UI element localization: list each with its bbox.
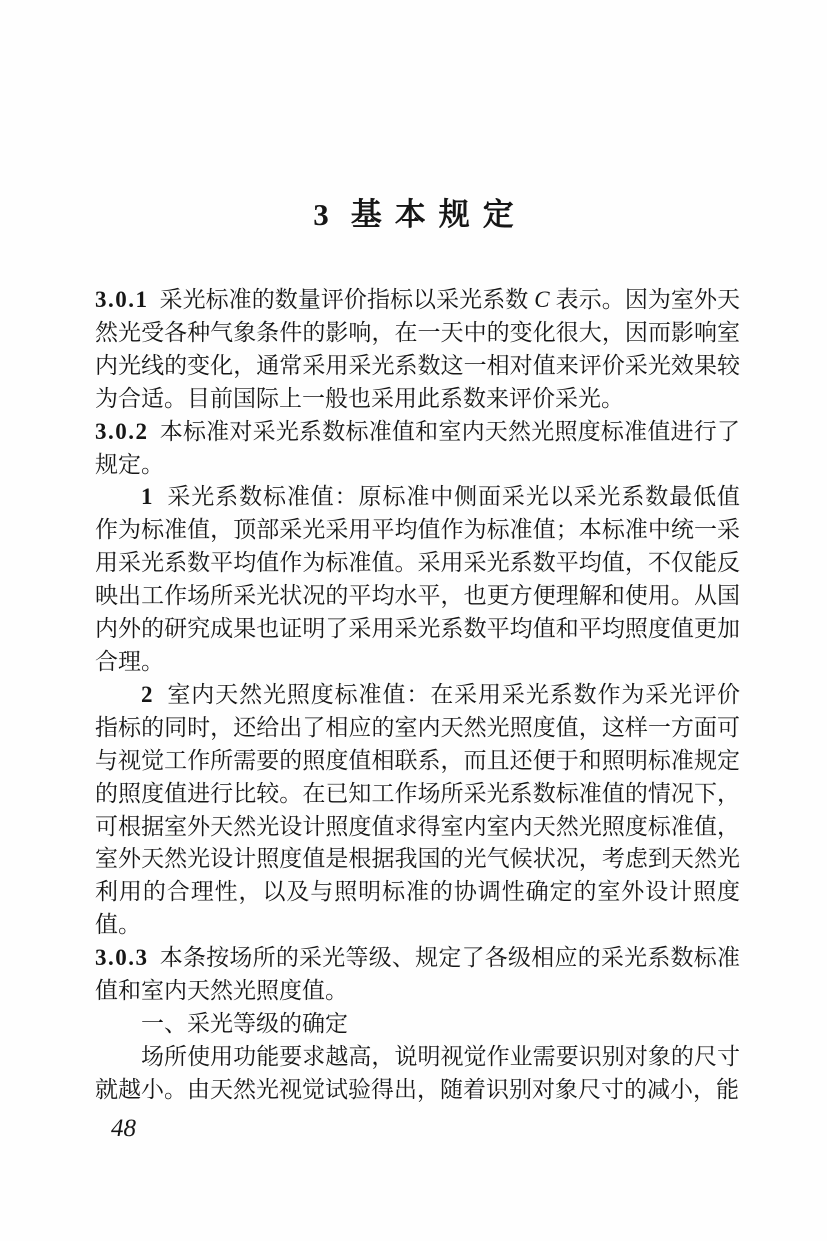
clause-text: 本条按场所的采光等级、规定了各级相应的采光系数标准值和室内天然光照度值。 [95, 945, 740, 1004]
clause-number: 3.0.1 [95, 287, 149, 312]
chapter-title-text: 基本规定 [350, 197, 527, 232]
sub-item-text: 采光系数标准值：原标准中侧面采光以采光系数最低值作为标准值，顶部采光采用平均值作为标准值；本标准中统一采用采光系数平均值作为标准值。采用采光系数平均值，不仅能反映出工作场所采光状况的平均水平，也更方便理解和使用。从国内外的研究成果也证明了采用采光系数平均值和平均照度值更加合理。 [95, 484, 740, 674]
page-number: 48 [111, 1115, 136, 1142]
clause-number: 3.0.2 [95, 418, 149, 444]
clause-3-0-1 [95, 284, 740, 416]
subsection-heading [95, 1008, 740, 1041]
clause-text: 本标准对采光系数标准值和室内天然光照度标准值进行了规定。 [95, 418, 740, 477]
sub-item-number: 1 [141, 484, 153, 510]
daylight-factor-symbol: C [534, 287, 550, 312]
sub-item-2 [95, 679, 740, 942]
paragraph [95, 1041, 740, 1107]
clause-3-0-3 [95, 942, 740, 1008]
subsection-heading-text: 一、采光等级的确定 [141, 1010, 348, 1036]
chapter-number: 3 [313, 197, 329, 232]
sub-item-text: 室内天然光照度标准值：在采用采光系数作为采光评价指标的同时，还给出了相应的室内天然光照度值，这样一方面可与视觉工作所需要的照度值相联系，而且还便于和照明标准规定的照度值进行比较。在已知工作场所采光系数标准值的情况下，可根据室外天然光设计照度值求得室内室内天然光照度标准值，室外天然光设计照度值是根据我国的光气候状况，考虑到天然光利用的合理性，以及与照明标准的协调性确定的室外设计照度值。 [95, 681, 740, 938]
clause-number: 3.0.3 [95, 945, 149, 971]
clause-text: 表示。因为室外天然光受各种气象条件的影响，在一天中的变化很大，因而影响室内光线的变化，通常采用采光系数这一相对值来评价采光效果较为合适。目前国际上一般也采用此系数来评价采光。 [95, 287, 740, 411]
clause-3-0-2 [95, 416, 740, 482]
sub-item-1 [95, 481, 740, 678]
clause-text: 采光标准的数量评价指标以采光系数 [159, 287, 529, 312]
paragraph-text: 场所使用功能要求越高，说明视觉作业需要识别对象的尺寸就越小。由天然光视觉试验得出，随着识别对象尺寸的减小，能 [95, 1043, 740, 1102]
sub-item-number: 2 [141, 681, 153, 707]
body-text-block [95, 284, 740, 1116]
chapter-heading [0, 196, 827, 234]
